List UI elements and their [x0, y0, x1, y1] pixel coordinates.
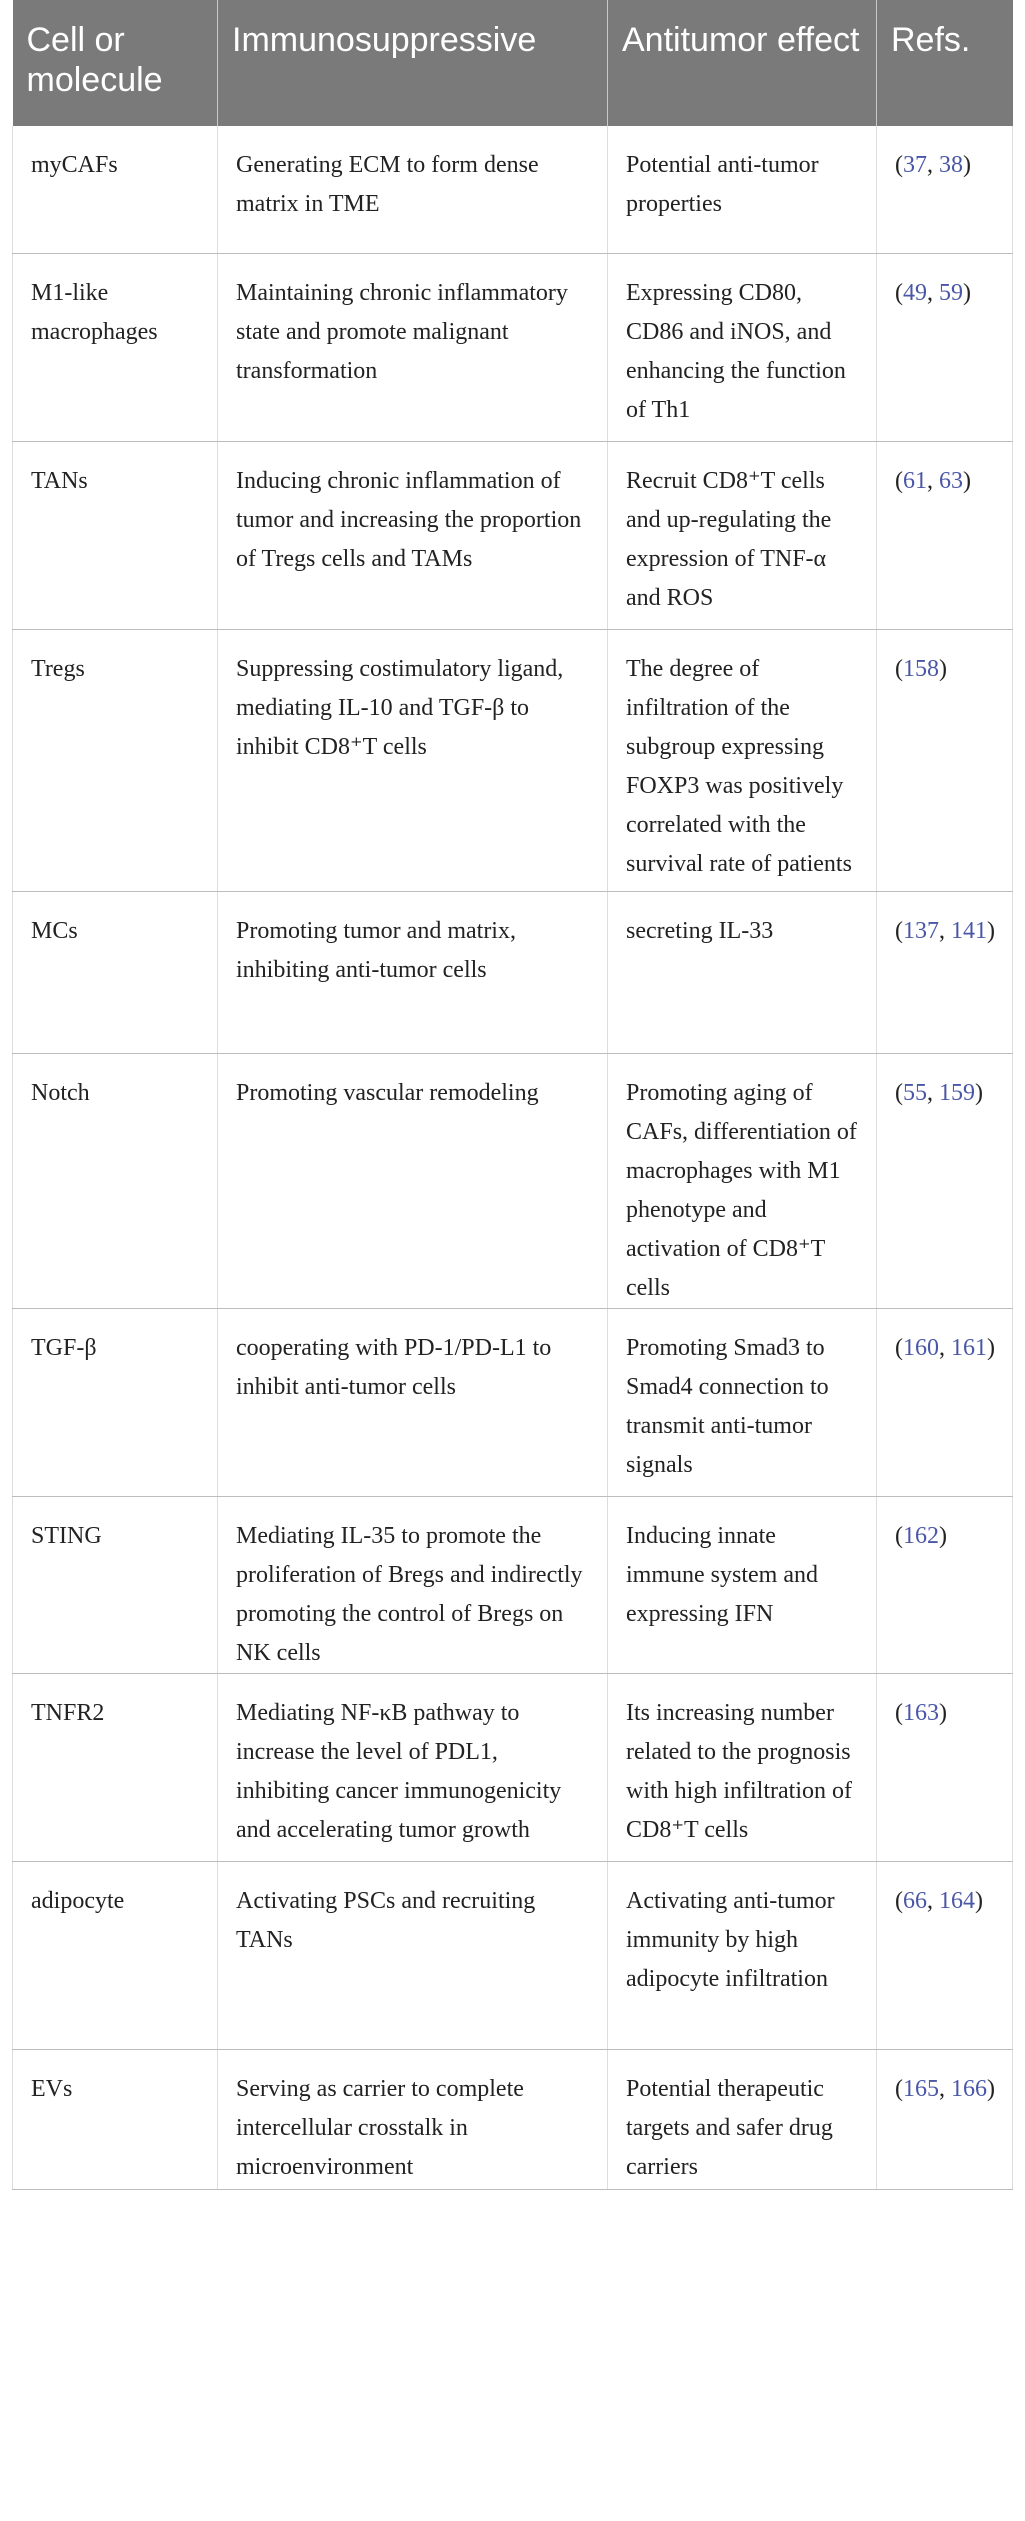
- table-row: [13, 1861, 1013, 2049]
- immunosuppressive-cell: Activating PSCs and recruiting TANs: [218, 1861, 608, 2049]
- reference-link[interactable]: 137: [903, 917, 939, 944]
- header-refs: Refs.: [877, 0, 1013, 126]
- cell-or-molecule: TANs: [13, 441, 218, 629]
- table-row: [13, 1053, 1013, 1308]
- immunosuppressive-cell: Promoting vascular remodeling: [218, 1053, 608, 1308]
- immunosuppressive-cell: Maintaining chronic inflammatory state and promote malignant transformation: [218, 253, 608, 441]
- cell-or-molecule: M1-like macrophages: [13, 253, 218, 441]
- antitumor-effect-cell: Its increasing number related to the prognosis with high infiltration of CD8⁺T cells: [608, 1673, 877, 1861]
- reference-link[interactable]: 163: [903, 1699, 939, 1726]
- cell-or-molecule: MCs: [13, 891, 218, 1053]
- antitumor-effect-cell: The degree of infiltration of the subgroup expressing FOXP3 was positively correlated with the survival rate of patients: [608, 629, 877, 891]
- antitumor-effect-cell: Promoting aging of CAFs, differentiation of macrophages with M1 phenotype and activation of CD8⁺T cells: [608, 1053, 877, 1308]
- immunosuppressive-cell: Promoting tumor and matrix, inhibiting anti-tumor cells: [218, 891, 608, 1053]
- reference-link[interactable]: 59: [939, 279, 963, 306]
- reference-link[interactable]: 160: [903, 1334, 939, 1361]
- refs-cell: (137, 141): [877, 891, 1013, 1053]
- refs-cell: (49, 59): [877, 253, 1013, 441]
- reference-link[interactable]: 55: [903, 1079, 927, 1106]
- antitumor-effect-cell: Potential therapeutic targets and safer drug carriers: [608, 2049, 877, 2189]
- refs-cell: (37, 38): [877, 126, 1013, 253]
- cell-or-molecule: TGF-β: [13, 1308, 218, 1496]
- refs-cell: (162): [877, 1496, 1013, 1673]
- antitumor-effect-cell: Inducing innate immune system and expressing IFN: [608, 1496, 877, 1673]
- data-table: [12, 0, 1013, 2190]
- cell-or-molecule: Tregs: [13, 629, 218, 891]
- immunosuppressive-cell: Serving as carrier to complete intercellular crosstalk in microenvironment: [218, 2049, 608, 2189]
- reference-link[interactable]: 37: [903, 152, 927, 178]
- table-row: [13, 891, 1013, 1053]
- antitumor-effect-cell: Expressing CD80, CD86 and iNOS, and enhancing the function of Th1: [608, 253, 877, 441]
- immunosuppressive-cell: Inducing chronic inflammation of tumor and increasing the proportion of Tregs cells and TAMs: [218, 441, 608, 629]
- antitumor-effect-cell: Potential anti-tumor properties: [608, 126, 877, 253]
- table-row: [13, 441, 1013, 629]
- antitumor-effect-cell: Activating anti-tumor immunity by high adipocyte infiltration: [608, 1861, 877, 2049]
- table-row: [13, 2049, 1013, 2189]
- refs-cell: (158): [877, 629, 1013, 891]
- refs-cell: (66, 164): [877, 1861, 1013, 2049]
- refs-cell: (163): [877, 1673, 1013, 1861]
- header-row: [13, 0, 1013, 126]
- table-row: [13, 629, 1013, 891]
- reference-link[interactable]: 49: [903, 279, 927, 306]
- table-row: [13, 1308, 1013, 1496]
- antitumor-effect-cell: secreting IL-33: [608, 891, 877, 1053]
- cell-or-molecule: STING: [13, 1496, 218, 1673]
- refs-cell: (61, 63): [877, 441, 1013, 629]
- immunosuppressive-cell: cooperating with PD-1/PD-L1 to inhibit anti-tumor cells: [218, 1308, 608, 1496]
- header-cell-molecule: Cell or molecule: [13, 0, 218, 126]
- cell-or-molecule: adipocyte: [13, 1861, 218, 2049]
- cell-or-molecule: Notch: [13, 1053, 218, 1308]
- reference-link[interactable]: 141: [951, 917, 987, 944]
- immunosuppressive-cell: Suppressing costimulatory ligand, mediating IL-10 and TGF-β to inhibit CD8⁺T cells: [218, 629, 608, 891]
- antitumor-effect-cell: Promoting Smad3 to Smad4 connection to transmit anti-tumor signals: [608, 1308, 877, 1496]
- cell-or-molecule: TNFR2: [13, 1673, 218, 1861]
- reference-link[interactable]: 63: [939, 467, 963, 494]
- cell-or-molecule: EVs: [13, 2049, 218, 2189]
- reference-link[interactable]: 164: [939, 1887, 975, 1914]
- reference-link[interactable]: 158: [903, 655, 939, 682]
- immunosuppressive-cell: Mediating IL-35 to promote the proliferation of Bregs and indirectly promoting the control of Bregs on NK cells: [218, 1496, 608, 1673]
- reference-link[interactable]: 161: [951, 1334, 987, 1361]
- refs-cell: (165, 166): [877, 2049, 1013, 2189]
- reference-link[interactable]: 61: [903, 467, 927, 494]
- table-row: [13, 1673, 1013, 1861]
- reference-link[interactable]: 66: [903, 1887, 927, 1914]
- table-row: [13, 1496, 1013, 1673]
- header-immunosuppressive: Immunosuppressive: [218, 0, 608, 126]
- refs-cell: (160, 161): [877, 1308, 1013, 1496]
- cell-or-molecule: myCAFs: [13, 126, 218, 253]
- immunosuppressive-cell: Generating ECM to form dense matrix in TME: [218, 126, 608, 253]
- table-row: [13, 126, 1013, 253]
- reference-link[interactable]: 165: [903, 2075, 939, 2102]
- reference-link[interactable]: 38: [939, 152, 963, 178]
- reference-link[interactable]: 166: [951, 2075, 987, 2102]
- antitumor-effect-cell: Recruit CD8⁺T cells and up-regulating the expression of TNF-α and ROS: [608, 441, 877, 629]
- reference-link[interactable]: 162: [903, 1522, 939, 1549]
- table-body: [13, 126, 1013, 2189]
- immunosuppressive-cell: Mediating NF-κB pathway to increase the level of PDL1, inhibiting cancer immunogenicity and accelerating tumor growth: [218, 1673, 608, 1861]
- refs-cell: (55, 159): [877, 1053, 1013, 1308]
- header-antitumor-effect: Antitumor effect: [608, 0, 877, 126]
- reference-link[interactable]: 159: [939, 1079, 975, 1106]
- table-row: [13, 253, 1013, 441]
